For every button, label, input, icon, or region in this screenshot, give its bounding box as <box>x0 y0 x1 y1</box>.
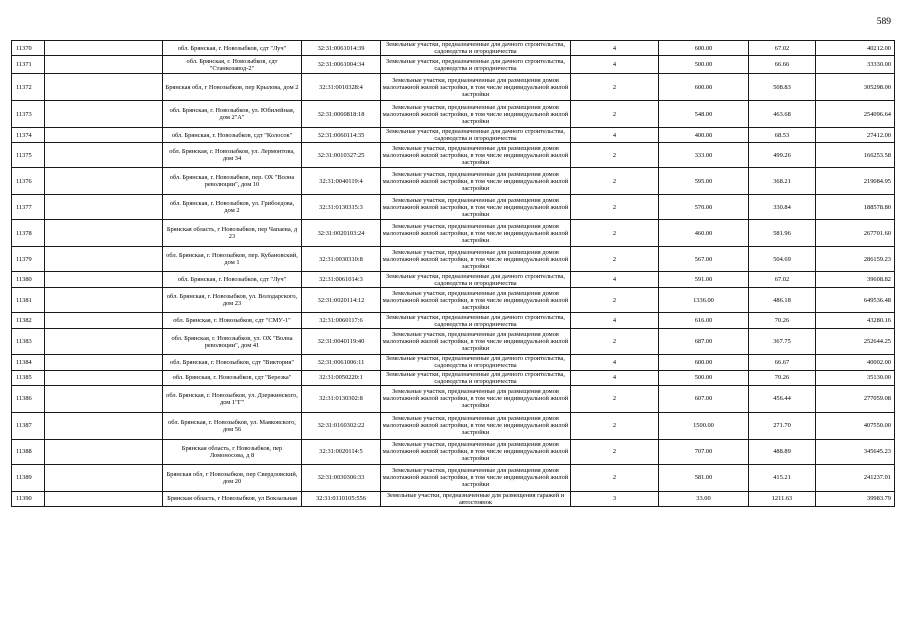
record-number-cell: 11383 <box>12 329 45 355</box>
area-cell: 600.00 <box>659 355 749 370</box>
category-code-cell: 2 <box>571 329 659 355</box>
land-purpose-cell: Земельные участки, предназначенные для размещения домов малоэтажной жилой застройки, в том числе индивидуальной жилой застройки <box>381 288 571 313</box>
category-code-cell: 2 <box>571 195 659 220</box>
table-row <box>12 56 895 74</box>
area-cell: 500.00 <box>659 56 749 74</box>
address-cell: обл. Брянская, г. Новозыбков, сдт "Березка" <box>163 370 302 385</box>
empty-cell <box>45 313 163 329</box>
land-purpose-cell: Земельные участки, предназначенные для размещения домов малоэтажной жилой застройки, в том числе индивидуальной жилой застройки <box>381 220 571 247</box>
specific-value-cell: 368.21 <box>749 168 816 195</box>
category-code-cell: 3 <box>571 491 659 506</box>
table-row <box>12 143 895 168</box>
specific-value-cell: 1211.63 <box>749 491 816 506</box>
category-code-cell: 2 <box>571 288 659 313</box>
cadastral-number-cell: 32:31:0020114:5 <box>302 439 381 464</box>
empty-cell <box>45 220 163 247</box>
specific-value-cell: 508.83 <box>749 74 816 101</box>
table-row <box>12 168 895 195</box>
specific-value-cell: 70.26 <box>749 313 816 329</box>
table-row <box>12 101 895 128</box>
cadastral-number-cell: 32:31:0020103:24 <box>302 220 381 247</box>
land-purpose-cell: Земельные участки, предназначенные для размещения домов малоэтажной жилой застройки, в том числе индивидуальной жилой застройки <box>381 385 571 412</box>
specific-value-cell: 330.84 <box>749 195 816 220</box>
cadastral-value-cell: 39608.82 <box>816 272 895 288</box>
record-number-cell: 11379 <box>12 247 45 272</box>
land-purpose-cell: Земельные участки, предназначенные для дачного строительства, садоводства и огородничества <box>381 272 571 288</box>
address-cell: обл. Брянская, г. Новозыбков, ул. Юбилейная, дом 2"А" <box>163 101 302 128</box>
specific-value-cell: 415.21 <box>749 464 816 491</box>
empty-cell <box>45 168 163 195</box>
area-cell: 591.00 <box>659 272 749 288</box>
area-cell: 548.00 <box>659 101 749 128</box>
land-purpose-cell: Земельные участки, предназначенные для размещения домов малоэтажной жилой застройки, в том числе индивидуальной жилой застройки <box>381 412 571 439</box>
area-cell: 567.00 <box>659 247 749 272</box>
record-number-cell: 11384 <box>12 355 45 370</box>
cadastral-number-cell: 32:31:0050220:1 <box>302 370 381 385</box>
record-number-cell: 11372 <box>12 74 45 101</box>
area-cell: 687.00 <box>659 329 749 355</box>
cadastral-number-cell: 32:31:0040119:4 <box>302 168 381 195</box>
cadastral-number-cell: 32:31:0061004:34 <box>302 56 381 74</box>
table-row <box>12 464 895 491</box>
category-code-cell: 4 <box>571 355 659 370</box>
cadastral-value-cell: 305298.00 <box>816 74 895 101</box>
empty-cell <box>45 143 163 168</box>
area-cell: 1336.00 <box>659 288 749 313</box>
record-number-cell: 11389 <box>12 464 45 491</box>
record-number-cell: 11370 <box>12 41 45 56</box>
category-code-cell: 2 <box>571 101 659 128</box>
category-code-cell: 4 <box>571 272 659 288</box>
empty-cell <box>45 491 163 506</box>
land-purpose-cell: Земельные участки, предназначенные для размещения домов малоэтажной жилой застройки, в том числе индивидуальной жилой застройки <box>381 74 571 101</box>
cadastral-number-cell: 32:31:0061014:39 <box>302 41 381 56</box>
land-purpose-cell: Земельные участки, предназначенные для дачного строительства, садоводства и огородничества <box>381 370 571 385</box>
category-code-cell: 2 <box>571 247 659 272</box>
cadastral-value-cell: 267701.60 <box>816 220 895 247</box>
empty-cell <box>45 288 163 313</box>
land-purpose-cell: Земельные участки, предназначенные для размещения домов малоэтажной жилой застройки, в том числе индивидуальной жилой застройки <box>381 143 571 168</box>
table-row <box>12 385 895 412</box>
empty-cell <box>45 439 163 464</box>
land-purpose-cell: Земельные участки, предназначенные для размещения гаражей и автостоянок <box>381 491 571 506</box>
cadastral-value-cell: 241237.01 <box>816 464 895 491</box>
table-row <box>12 247 895 272</box>
table-row <box>12 128 895 143</box>
cadastral-number-cell: 32:31:0060114:35 <box>302 128 381 143</box>
cadastral-number-cell: 32:31:0010327:25 <box>302 143 381 168</box>
empty-cell <box>45 272 163 288</box>
address-cell: Брянская область, г Новозыбков, пер Чапаева, д 23 <box>163 220 302 247</box>
page-number: 589 <box>876 17 891 27</box>
table-row <box>12 370 895 385</box>
cadastral-number-cell: 32:31:0030310:8 <box>302 247 381 272</box>
specific-value-cell: 70.26 <box>749 370 816 385</box>
area-cell: 707.00 <box>659 439 749 464</box>
table-row <box>12 288 895 313</box>
cadastral-number-cell: 32:31:0060117:6 <box>302 313 381 329</box>
land-purpose-cell: Земельные участки, предназначенные для размещения домов малоэтажной жилой застройки, в том числе индивидуальной жилой застройки <box>381 247 571 272</box>
address-cell: обл. Брянская, г. Новозыбков, сдт "Луч" <box>163 41 302 56</box>
cadastral-value-cell: 39983.79 <box>816 491 895 506</box>
category-code-cell: 2 <box>571 385 659 412</box>
cadastral-value-cell: 188578.80 <box>816 195 895 220</box>
table-row <box>12 313 895 329</box>
record-number-cell: 11385 <box>12 370 45 385</box>
cadastral-value-cell: 219084.95 <box>816 168 895 195</box>
table-row <box>12 355 895 370</box>
address-cell: обл. Брянская, г. Новозыбков, ул. Маяковского, дом 56 <box>163 412 302 439</box>
empty-cell <box>45 370 163 385</box>
land-purpose-cell: Земельные участки, предназначенные для дачного строительства, садоводства и огородничества <box>381 128 571 143</box>
cadastral-number-cell: 32:31:0130302:8 <box>302 385 381 412</box>
address-cell: обл. Брянская, г. Новозыбков, ул. Дзержинского, дом 1"Г" <box>163 385 302 412</box>
specific-value-cell: 66.66 <box>749 56 816 74</box>
table-row <box>12 412 895 439</box>
table-row <box>12 491 895 506</box>
record-number-cell: 11390 <box>12 491 45 506</box>
land-purpose-cell: Земельные участки, предназначенные для дачного строительства, садоводства и огородничества <box>381 56 571 74</box>
area-cell: 595.00 <box>659 168 749 195</box>
cadastral-number-cell: 32:31:0060818:18 <box>302 101 381 128</box>
cadastral-number-cell: 32:31:0061006:11 <box>302 355 381 370</box>
table-row <box>12 220 895 247</box>
address-cell: обл. Брянская, г. Новозыбков, сдт "Виктория" <box>163 355 302 370</box>
cadastral-value-cell: 166253.58 <box>816 143 895 168</box>
cadastral-number-cell: 32:31:0040119:40 <box>302 329 381 355</box>
empty-cell <box>45 329 163 355</box>
table-row <box>12 41 895 56</box>
cadastral-number-cell: 32:31:0020114:12 <box>302 288 381 313</box>
category-code-cell: 2 <box>571 412 659 439</box>
specific-value-cell: 486.18 <box>749 288 816 313</box>
address-cell: Брянская обл, г Новозыбков, пер Крылова, дом 2 <box>163 74 302 101</box>
cadastral-number-cell: 32:31:0010328:4 <box>302 74 381 101</box>
category-code-cell: 2 <box>571 143 659 168</box>
area-cell: 400.00 <box>659 128 749 143</box>
table-row <box>12 195 895 220</box>
land-purpose-cell: Земельные участки, предназначенные для размещения домов малоэтажной жилой застройки, в том числе индивидуальной жилой застройки <box>381 195 571 220</box>
category-code-cell: 2 <box>571 220 659 247</box>
empty-cell <box>45 385 163 412</box>
category-code-cell: 4 <box>571 313 659 329</box>
area-cell: 581.00 <box>659 464 749 491</box>
cadastral-value-cell: 649536.48 <box>816 288 895 313</box>
address-cell: Брянская область, г Новозыбков, ул Вокзальная <box>163 491 302 506</box>
cadastral-value-cell: 40212.00 <box>816 41 895 56</box>
cadastral-value-cell: 254096.64 <box>816 101 895 128</box>
category-code-cell: 2 <box>571 439 659 464</box>
specific-value-cell: 581.96 <box>749 220 816 247</box>
category-code-cell: 4 <box>571 128 659 143</box>
land-purpose-cell: Земельные участки, предназначенные для размещения домов малоэтажной жилой застройки, в том числе индивидуальной жилой застройки <box>381 101 571 128</box>
cadastral-value-cell: 252644.25 <box>816 329 895 355</box>
specific-value-cell: 367.75 <box>749 329 816 355</box>
category-code-cell: 2 <box>571 464 659 491</box>
area-cell: 607.00 <box>659 385 749 412</box>
address-cell: Брянская область, г Новозыбков, пер Ломоносова, д 8 <box>163 439 302 464</box>
address-cell: обл. Брянская, г. Новозыбков, ул. Володарского, дом 23 <box>163 288 302 313</box>
cadastral-number-cell: 32:31:0061014:3 <box>302 272 381 288</box>
empty-cell <box>45 247 163 272</box>
specific-value-cell: 66.67 <box>749 355 816 370</box>
cadastral-value-cell: 33330.00 <box>816 56 895 74</box>
record-number-cell: 11382 <box>12 313 45 329</box>
area-cell: 570.00 <box>659 195 749 220</box>
specific-value-cell: 463.68 <box>749 101 816 128</box>
empty-cell <box>45 56 163 74</box>
record-number-cell: 11381 <box>12 288 45 313</box>
address-cell: обл. Брянская, г. Новозыбков, пер. Кубановский, дом 1 <box>163 247 302 272</box>
specific-value-cell: 456.44 <box>749 385 816 412</box>
specific-value-cell: 68.53 <box>749 128 816 143</box>
record-number-cell: 11373 <box>12 101 45 128</box>
address-cell: обл. Брянская, г. Новозыбков, ул. Грибоедова, дом 2 <box>163 195 302 220</box>
record-number-cell: 11376 <box>12 168 45 195</box>
category-code-cell: 4 <box>571 370 659 385</box>
empty-cell <box>45 41 163 56</box>
area-cell: 616.00 <box>659 313 749 329</box>
record-number-cell: 11386 <box>12 385 45 412</box>
empty-cell <box>45 412 163 439</box>
cadastral-number-cell: 32:31:0130315:3 <box>302 195 381 220</box>
empty-cell <box>45 74 163 101</box>
land-purpose-cell: Земельные участки, предназначенные для дачного строительства, садоводства и огородничества <box>381 313 571 329</box>
cadastral-number-cell: 32:31:0160302:22 <box>302 412 381 439</box>
specific-value-cell: 67.02 <box>749 41 816 56</box>
table-row <box>12 439 895 464</box>
cadastral-value-cell: 43280.16 <box>816 313 895 329</box>
address-cell: обл. Брянская, г. Новозыбков, сдт "СМУ-1" <box>163 313 302 329</box>
address-cell: обл. Брянская, г. Новозыбков, ул. ОХ "Волна революции", дом 41 <box>163 329 302 355</box>
cadastral-value-cell: 345645.23 <box>816 439 895 464</box>
table-row <box>12 74 895 101</box>
record-number-cell: 11380 <box>12 272 45 288</box>
address-cell: Брянская обл, г Новозыбков, пер Свердловский, дом 20 <box>163 464 302 491</box>
record-number-cell: 11375 <box>12 143 45 168</box>
address-cell: обл. Брянская, г. Новозыбков, сдт "Станкозавод-2" <box>163 56 302 74</box>
table-row <box>12 329 895 355</box>
area-cell: 600.00 <box>659 41 749 56</box>
category-code-cell: 4 <box>571 41 659 56</box>
cadastral-value-cell: 277059.08 <box>816 385 895 412</box>
empty-cell <box>45 355 163 370</box>
address-cell: обл. Брянская, г. Новозыбков, сдт "Луч" <box>163 272 302 288</box>
specific-value-cell: 499.26 <box>749 143 816 168</box>
land-purpose-cell: Земельные участки, предназначенные для размещения домов малоэтажной жилой застройки, в том числе индивидуальной жилой застройки <box>381 329 571 355</box>
empty-cell <box>45 195 163 220</box>
area-cell: 33.00 <box>659 491 749 506</box>
cadastral-value-cell: 27412.00 <box>816 128 895 143</box>
record-number-cell: 11387 <box>12 412 45 439</box>
land-purpose-cell: Земельные участки, предназначенные для размещения домов малоэтажной жилой застройки, в том числе индивидуальной жилой застройки <box>381 464 571 491</box>
record-number-cell: 11378 <box>12 220 45 247</box>
record-number-cell: 11374 <box>12 128 45 143</box>
land-purpose-cell: Земельные участки, предназначенные для размещения домов малоэтажной жилой застройки, в том числе индивидуальной жилой застройки <box>381 439 571 464</box>
cadastral-value-cell: 40002.00 <box>816 355 895 370</box>
record-number-cell: 11388 <box>12 439 45 464</box>
cadastral-value-cell: 407550.00 <box>816 412 895 439</box>
land-purpose-cell: Земельные участки, предназначенные для дачного строительства, садоводства и огородничества <box>381 41 571 56</box>
category-code-cell: 2 <box>571 168 659 195</box>
empty-cell <box>45 128 163 143</box>
empty-cell <box>45 101 163 128</box>
cadastral-value-cell: 35130.00 <box>816 370 895 385</box>
address-cell: обл. Брянская, г. Новозыбков, пер. ОХ "Волна революции", дом 10 <box>163 168 302 195</box>
cadastral-number-cell: 32:31:0030306:33 <box>302 464 381 491</box>
land-registry-table <box>11 40 895 507</box>
land-purpose-cell: Земельные участки, предназначенные для размещения домов малоэтажной жилой застройки, в том числе индивидуальной жилой застройки <box>381 168 571 195</box>
category-code-cell: 2 <box>571 74 659 101</box>
cadastral-value-cell: 286159.23 <box>816 247 895 272</box>
cadastral-number-cell: 32:31:0110105:556 <box>302 491 381 506</box>
area-cell: 460.00 <box>659 220 749 247</box>
land-purpose-cell: Земельные участки, предназначенные для дачного строительства, садоводства и огородничества <box>381 355 571 370</box>
table-body <box>12 41 895 507</box>
record-number-cell: 11371 <box>12 56 45 74</box>
specific-value-cell: 271.70 <box>749 412 816 439</box>
specific-value-cell: 67.02 <box>749 272 816 288</box>
empty-cell <box>45 464 163 491</box>
specific-value-cell: 488.89 <box>749 439 816 464</box>
area-cell: 500.00 <box>659 370 749 385</box>
table-row <box>12 272 895 288</box>
area-cell: 1500.00 <box>659 412 749 439</box>
address-cell: обл. Брянская, г. Новозыбков, ул. Лермонтова, дом 34 <box>163 143 302 168</box>
record-number-cell: 11377 <box>12 195 45 220</box>
address-cell: обл. Брянская, г. Новозыбков, сдт "Колосок" <box>163 128 302 143</box>
area-cell: 333.00 <box>659 143 749 168</box>
area-cell: 600.00 <box>659 74 749 101</box>
category-code-cell: 4 <box>571 56 659 74</box>
specific-value-cell: 504.69 <box>749 247 816 272</box>
